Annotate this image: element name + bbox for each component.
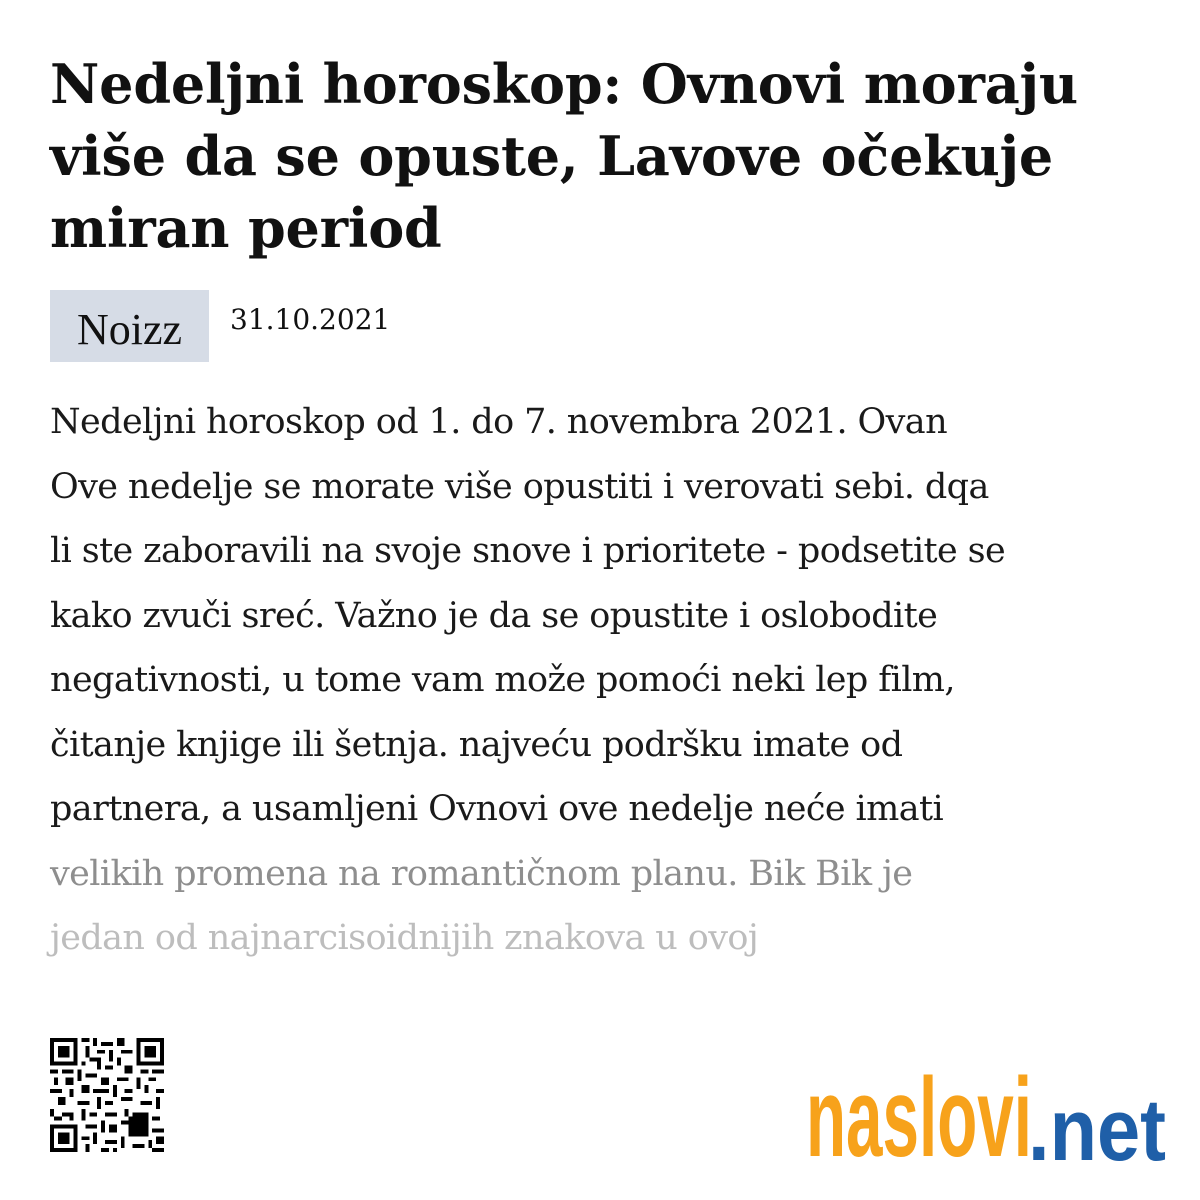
- body-line: Nedeljni horoskop od 1. do 7. novembra 2021. Ovan: [50, 402, 948, 442]
- body-line: čitanje knjige ili šetnja. najveću podršku imate od: [50, 724, 903, 765]
- article-body: [50, 390, 1170, 971]
- source-badge[interactable]: Noizz: [50, 290, 209, 362]
- body-line-faded: velikih promena na romantičnom planu. Bik Bik je: [50, 853, 913, 894]
- body-line-faded: jedan od najnarcisoidnijih znakova u ovoj: [50, 918, 759, 958]
- article-title: Nedeljni horoskop: Ovnovi moraju više da se opuste, Lavove očekuje miran period: [50, 52, 1078, 260]
- qr-code-icon[interactable]: [50, 1038, 164, 1152]
- body-line: partnera, a usamljeni Ovnovi ove nedelje neće imati: [50, 789, 944, 829]
- body-line: li ste zaboravili na svoje snove i prioritete - podsetite se: [50, 531, 1006, 571]
- publish-date: 31.10.2021: [230, 303, 391, 336]
- naslovi-logo[interactable]: [806, 1058, 1166, 1168]
- body-line: Ove nedelje se morate više opustiti i verovati sebi. dqa: [50, 466, 989, 507]
- body-line: kako zvuči sreć. Važno je da se opustite i oslobodite: [50, 595, 938, 636]
- logo-main-text: naslovi: [806, 1058, 1032, 1168]
- logo-tld-text: .net: [1028, 1080, 1166, 1168]
- body-line: negativnosti, u tome vam može pomoći neki lep film,: [50, 660, 955, 700]
